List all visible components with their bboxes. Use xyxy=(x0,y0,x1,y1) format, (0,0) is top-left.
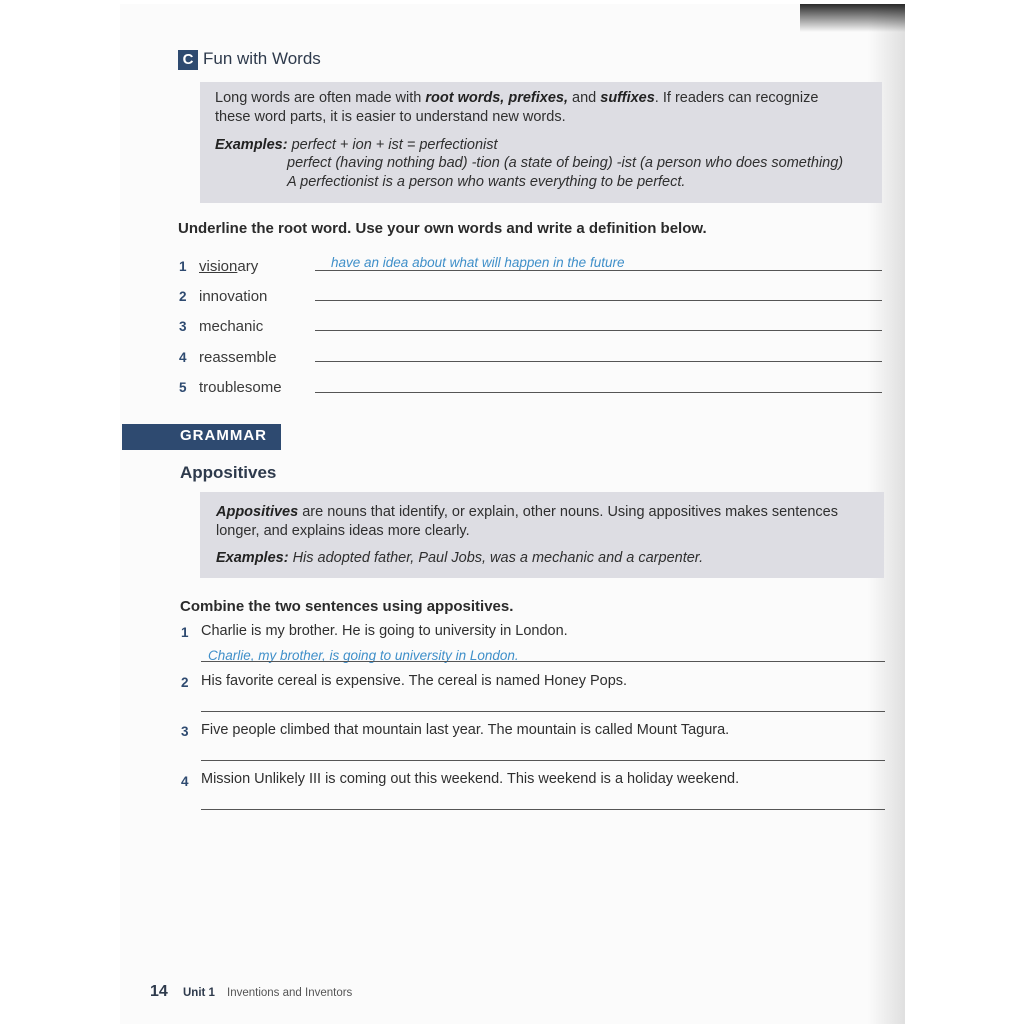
item-number: 4 xyxy=(181,774,189,789)
vocab-word: reassemble xyxy=(199,349,277,366)
item-number: 2 xyxy=(179,289,187,304)
unit-label: Unit 1 xyxy=(183,987,215,999)
scan-corner-shadow xyxy=(800,4,905,32)
appositives-definition-line1 xyxy=(216,503,876,522)
section-letter-badge: C xyxy=(178,50,198,70)
definition-text: are nouns that identify, or explain, other nouns. Using appositives makes sentences xyxy=(298,504,838,520)
answer-line[interactable] xyxy=(315,270,882,271)
answer-line[interactable] xyxy=(201,760,885,761)
item-number: 1 xyxy=(179,259,187,274)
root-words-term: root words, prefixes, xyxy=(425,90,568,106)
item-number: 2 xyxy=(181,675,189,690)
suffixes-term: suffixes xyxy=(600,90,655,106)
item-number: 5 xyxy=(179,380,187,395)
example-sentence: His adopted father, Paul Jobs, was a mechanic and a carpenter. xyxy=(288,550,704,566)
example-formula: perfect + ion + ist = perfectionist xyxy=(287,137,498,153)
grammar-banner-label: GRAMMAR xyxy=(180,427,267,444)
example-definition: A perfectionist is a person who wants everything to be perfect. xyxy=(287,174,686,190)
prompt-sentence: Charlie is my brother. He is going to university in London. xyxy=(201,623,568,639)
page-number: 14 xyxy=(150,983,168,1000)
examples-line1 xyxy=(215,136,498,155)
item-number: 1 xyxy=(181,625,189,640)
intro-text: Long words are often made with xyxy=(215,90,426,106)
prompt-sentence: Mission Unlikely III is coming out this weekend. This weekend is a holiday weekend. xyxy=(201,771,740,787)
word-suffix: ary xyxy=(237,258,259,275)
section-title: Fun with Words xyxy=(203,49,321,68)
answer-line[interactable] xyxy=(201,661,885,662)
appositives-term: Appositives xyxy=(216,504,299,520)
section-c-instruction: Underline the root word. Use your own words and write a definition below. xyxy=(178,220,707,237)
answer-line[interactable] xyxy=(315,300,882,301)
handwritten-definition: have an idea about what will happen in the future xyxy=(331,255,625,270)
grammar-instruction: Combine the two sentences using appositives. xyxy=(180,598,514,615)
answer-line[interactable] xyxy=(315,330,882,331)
prompt-sentence: His favorite cereal is expensive. The cereal is named Honey Pops. xyxy=(201,673,628,689)
vocab-word: troublesome xyxy=(199,379,282,396)
prompt-sentence: Five people climbed that mountain last year. The mountain is called Mount Tagura. xyxy=(201,722,730,738)
examples-label: Examples: xyxy=(216,550,289,566)
item-number: 4 xyxy=(179,350,187,365)
appositives-definition-line2: longer, and explains ideas more clearly. xyxy=(216,523,470,539)
handwritten-answer: Charlie, my brother, is going to university in London. xyxy=(208,648,519,663)
item-number: 3 xyxy=(179,319,187,334)
info-intro-line1 xyxy=(215,89,875,108)
example-breakdown: perfect (having nothing bad) -tion (a state of being) -ist (a person who does something) xyxy=(287,155,844,171)
root-word-underlined: vision xyxy=(199,258,238,275)
vocab-word xyxy=(199,258,258,275)
vocab-word: innovation xyxy=(199,288,268,305)
answer-line[interactable] xyxy=(315,392,882,393)
appositives-subtitle: Appositives xyxy=(180,463,277,482)
appositives-example xyxy=(216,549,703,568)
answer-line[interactable] xyxy=(315,361,882,362)
answer-line[interactable] xyxy=(201,809,885,810)
unit-title: Inventions and Inventors xyxy=(227,987,353,999)
examples-label: Examples: xyxy=(215,137,288,153)
item-number: 3 xyxy=(181,724,189,739)
answer-line[interactable] xyxy=(201,711,885,712)
and-text: and xyxy=(568,90,601,106)
intro-text-cont: . If readers can recognize xyxy=(654,90,819,106)
info-intro-line2: these word parts, it is easier to understand new words. xyxy=(215,109,566,125)
vocab-word: mechanic xyxy=(199,318,264,335)
